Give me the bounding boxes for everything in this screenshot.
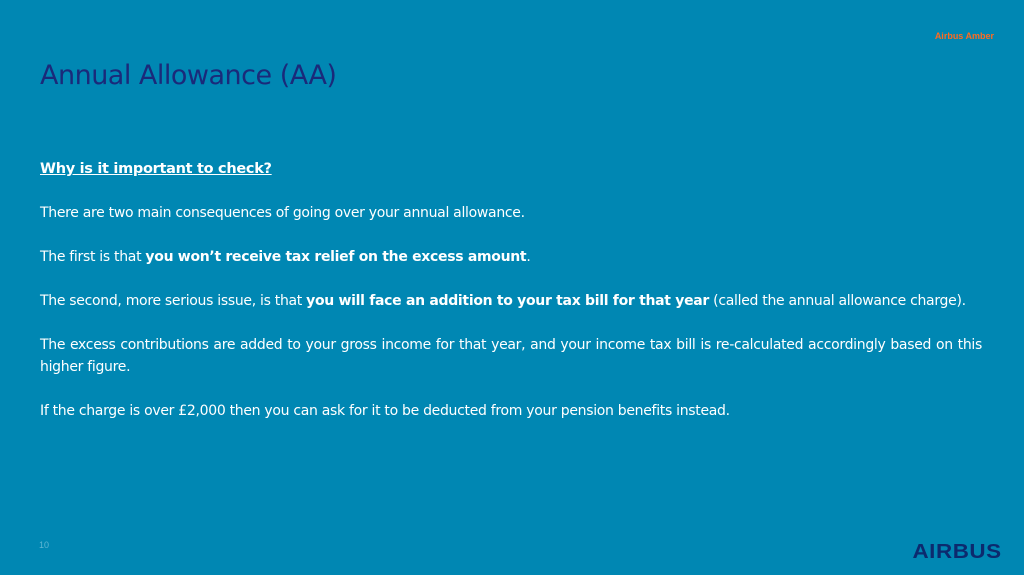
p3-bold-text: you will face an addition to your tax bill for that year — [306, 293, 710, 309]
paragraph-excess-contributions: The excess contributions are added to your gross income for that year, and your income tax bill is re-calculated accordingly based on this higher figure. — [40, 337, 982, 375]
paragraph-first-consequence — [40, 246, 982, 268]
p3-text: The second, more serious issue, is that — [40, 293, 307, 309]
page-number: 10 — [39, 540, 50, 550]
paragraph-second-consequence — [40, 290, 982, 312]
airbus-logo: AIRBUS — [912, 541, 1002, 563]
p2-text: The first is that — [40, 249, 146, 265]
paragraph-charge-deduction: If the charge is over £2,000 then you can ask for it to be deducted from your pension benefits instead. — [40, 403, 730, 419]
section-heading: Why is it important to check? — [40, 161, 272, 177]
slide-title: Annual Allowance (AA) — [40, 60, 337, 91]
p2-bold-text: you won’t receive tax relief on the excess amount — [145, 249, 527, 265]
slide-body — [40, 158, 982, 444]
paragraph-consequences: There are two main consequences of going over your annual allowance. — [40, 205, 525, 221]
p3-end: (called the annual allowance charge). — [709, 293, 966, 309]
p2-end: . — [526, 249, 531, 265]
classification-label: Airbus Amber — [934, 31, 994, 41]
